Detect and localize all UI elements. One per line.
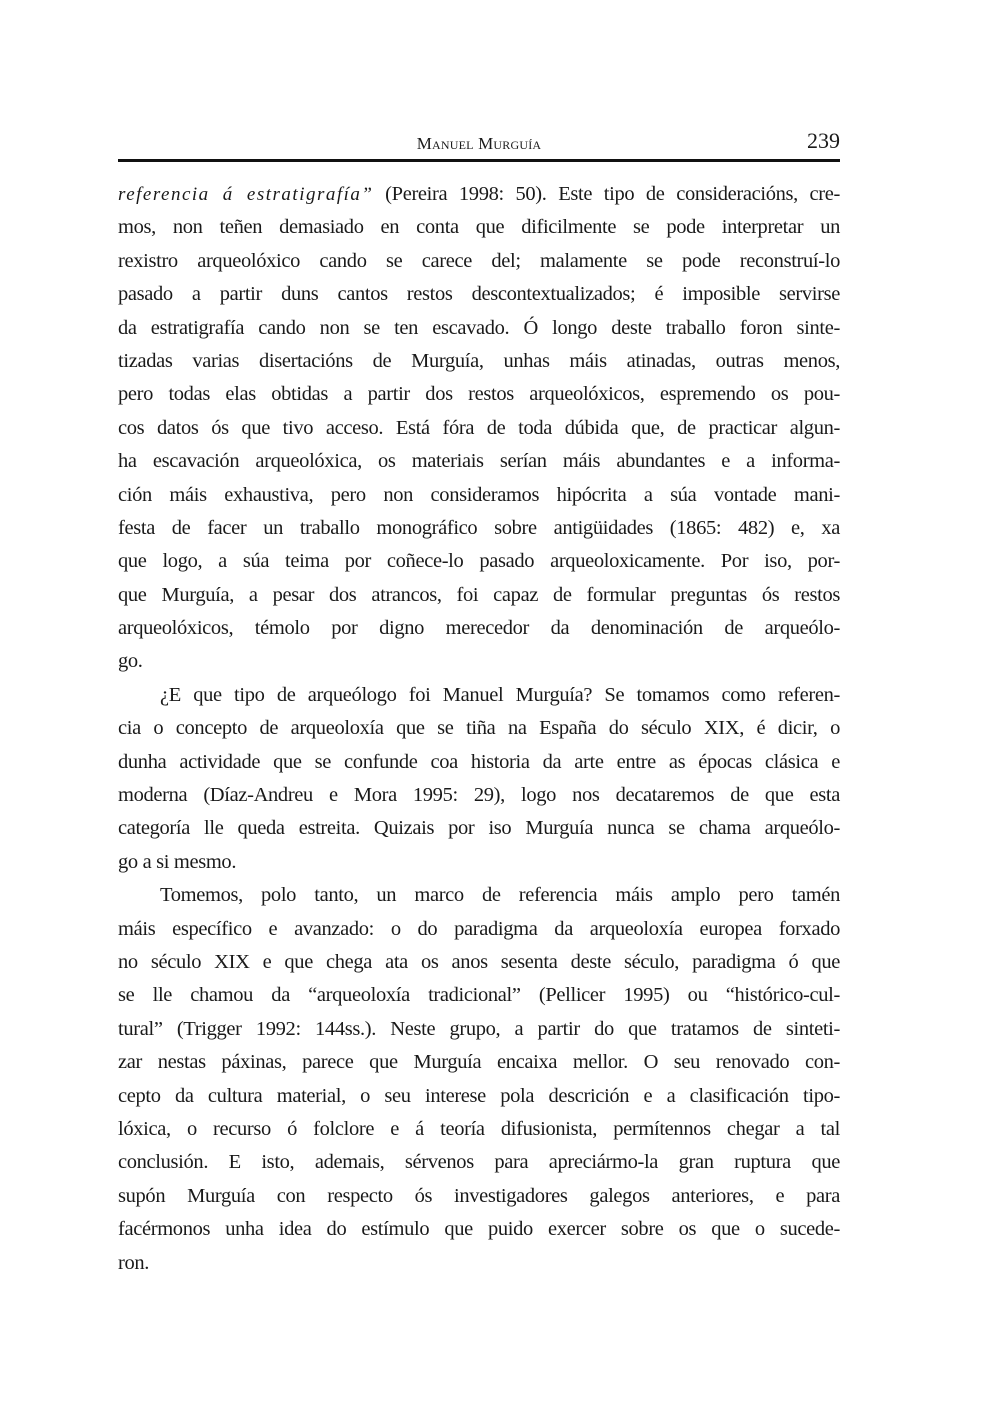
- line-text: rexistro arqueolóxico cando se carece del; malamente se pode reconstruí-lo: [118, 249, 840, 272]
- paragraph: [118, 211, 840, 678]
- line-text: festa de facer un traballo monográfico sobre antigüidades (1865: 482) e, xa: [118, 516, 840, 539]
- page-number: 239: [807, 128, 840, 153]
- text-line: [118, 612, 840, 645]
- line-text: conclusión. E isto, ademais, sérvenos para apreciármo-la gran ruptura que: [118, 1151, 840, 1174]
- text-line: [118, 512, 840, 545]
- line-text: (Pereira 1998: 50). Este tipo de consideracións, cre-: [373, 183, 841, 205]
- line-text: ¿E que tipo de arqueólogo foi Manuel Murguía? Se tomamos como referen-: [160, 683, 840, 706]
- text-line: [118, 812, 840, 845]
- body-text: [118, 178, 840, 1280]
- text-line: [118, 378, 840, 411]
- text-line: [118, 1013, 840, 1046]
- line-text: ción máis exhaustiva, pero non consideramos hipócrita a súa vontade mani-: [118, 483, 840, 506]
- text-line: [118, 746, 840, 779]
- line-text: arqueolóxicos, témolo por digno merecedor da denominación de arqueólo-: [118, 617, 840, 640]
- text-line: [118, 579, 840, 612]
- line-text: que Murguía, a pesar dos atrancos, foi capaz de formular preguntas ós restos: [118, 583, 840, 606]
- text-line: [118, 1180, 840, 1213]
- line-text: da estratigrafía cando non se ten escavado. Ó longo deste traballo foron sinte-: [118, 316, 840, 339]
- paragraph: [118, 679, 840, 879]
- text-line: [118, 545, 840, 578]
- line-text: ha escavación arqueolóxica, os materiais serían máis abundantes e a informa-: [118, 450, 840, 473]
- text-line: [118, 178, 840, 211]
- line-text: pasado a partir duns cantos restos descontextualizados; é imposible servirse: [118, 283, 840, 306]
- text-line: [118, 1113, 840, 1146]
- running-title: Manuel Murguía: [416, 134, 542, 153]
- text-line: [118, 846, 840, 879]
- line-text: go a si mesmo.: [118, 850, 237, 873]
- line-text: moderna (Díaz-Andreu e Mora 1995: 29), logo nos decataremos de que esta: [118, 784, 840, 807]
- line-text: cia o concepto de arqueoloxía que se tiña na España do século XIX, é dicir, o: [118, 717, 840, 740]
- line-text: que logo, a súa teima por coñece-lo pasado arqueoloxicamente. Por iso, por-: [118, 550, 840, 573]
- text-line: [118, 1146, 840, 1179]
- text-line: [118, 879, 840, 912]
- text-line: [118, 211, 840, 244]
- line-text: máis específico e avanzado: o do paradigma da arqueoloxía europea forxado: [118, 917, 840, 940]
- line-text: se lle chamou da “arqueoloxía tradicional” (Pellicer 1995) ou “histórico-cul-: [118, 984, 840, 1007]
- text-line: [118, 946, 840, 979]
- text-line: [118, 1080, 840, 1113]
- text-line: [118, 712, 840, 745]
- text-line: [118, 412, 840, 445]
- line-text: facérmonos unha idea do estímulo que puido exercer sobre os que o sucede-: [118, 1218, 840, 1241]
- line-text: pero todas elas obtidas a partir dos restos arqueolóxicos, espremendo os pou-: [118, 383, 840, 406]
- line-text: categoría lle queda estreita. Quizais por iso Murguía nunca se chama arqueólo-: [118, 817, 840, 840]
- text-line: [118, 445, 840, 478]
- text-line: [118, 1213, 840, 1246]
- line-text: Tomemos, polo tanto, un marco de referencia máis amplo pero tamén: [160, 884, 840, 907]
- text-line: [118, 779, 840, 812]
- line-text: supón Murguía con respecto ós investigadores galegos anteriores, e para: [118, 1184, 840, 1207]
- text-line: [118, 245, 840, 278]
- line-text: mos, non teñen demasiado en conta que dificilmente se pode interpretar un: [118, 216, 840, 239]
- line-text: dunha actividade que se confunde coa historia da arte entre as épocas clásica e: [118, 750, 840, 773]
- text-line: [118, 979, 840, 1012]
- text-line: [118, 645, 840, 678]
- text-line: [118, 913, 840, 946]
- text-line: [118, 345, 840, 378]
- text-line: [118, 278, 840, 311]
- line-text: ron.: [118, 1251, 150, 1274]
- text-line: [118, 312, 840, 345]
- line-text: cepto da cultura material, o seu interese pola descrición e a clasificación tipo-: [118, 1084, 840, 1107]
- line-text: go.: [118, 650, 143, 673]
- line-text: zar nestas páxinas, parece que Murguía encaixa mellor. O seu renovado con-: [118, 1051, 840, 1074]
- header-rule: [118, 159, 840, 162]
- text-line: [118, 1247, 840, 1280]
- line-text: lóxica, o recurso ó folclore e á teoría difusionista, permítennos chegar a tal: [118, 1117, 840, 1140]
- line-text: tizadas varias disertacións de Murguía, unhas máis atinadas, outras menos,: [118, 349, 840, 372]
- italic-quote: referencia á estratigrafía”: [118, 184, 374, 205]
- line-text: tural” (Trigger 1992: 144ss.). Neste grupo, a partir do que tratamos de sinteti-: [118, 1017, 840, 1040]
- text-line: [118, 479, 840, 512]
- line-text: no século XIX e que chega ata os anos sesenta deste século, paradigma ó que: [118, 950, 840, 973]
- text-line: [118, 679, 840, 712]
- line-text: cos datos ós que tivo acceso. Está fóra de toda dúbida que, de practicar algun-: [118, 416, 840, 439]
- text-line: [118, 1046, 840, 1079]
- running-header: [118, 128, 840, 156]
- paragraph: [118, 879, 840, 1280]
